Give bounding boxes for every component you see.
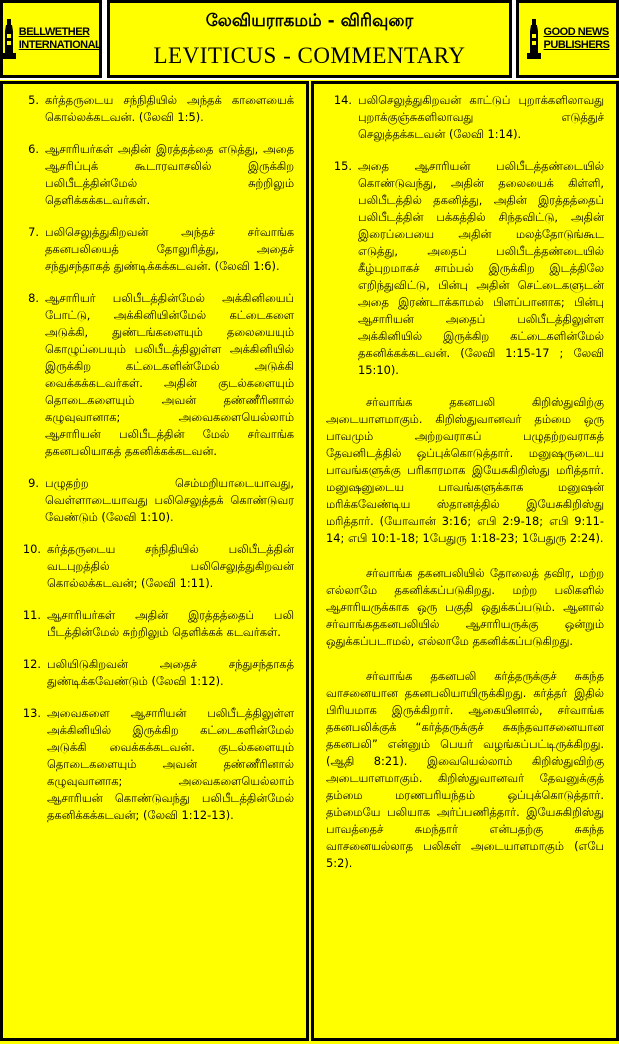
list-item xyxy=(326,158,604,379)
list-item xyxy=(326,92,604,143)
item-number: 13. xyxy=(22,706,41,720)
commentary-paragraph: சர்வாங்க தகனபலி கிறிஸ்துவிற்கு அடையாளமாகும். கிறிஸ்துவானவர் தம்மை ஒரு பாவமும் அற்றவராகப் பழுதற்றவராகத் தேவனிடத்தில் ஒப்புக்கொடுத்தார். மனுஷருடைய பாவங்களுக்கு பரிகாரமாக இயேசுகிறிஸ்து மரித்தார். மனுஷனுடைய பாவங்களுக்காக மனுஷன் மரிக்கவேண்டிய ஸ்தானத்தில் இயேசுகிறிஸ்து மரித்தார். (யோவான் 3:16; எபி 2:9-18; எபி 9:11-14; எபி 10:1-18; 1பேதுரு 1:18-23; 1பேதுரு 2:24). xyxy=(326,395,604,545)
logo-line-2: INTERNATIONAL xyxy=(18,39,102,51)
tower-icon xyxy=(526,19,542,59)
bellwether-logo-text xyxy=(19,26,102,52)
item-number: 15. xyxy=(333,159,352,173)
item-number: 14. xyxy=(333,93,352,107)
item-text: ஆசாரியர்கள் அதின் இரத்தத்தைப் பலி பீடத்தின்மேல் சுற்றிலும் தெளிக்கக் கடவர்கள். xyxy=(47,608,294,639)
right-column xyxy=(311,81,619,1041)
item-text: பழுதற்ற செம்மறியாடையாவது, வெள்ளாடையாவது பலிசெலுத்தக் கொண்டுவர வேண்டும் (லேவி 1:10). xyxy=(45,476,294,524)
list-item xyxy=(15,705,294,824)
header xyxy=(0,0,619,80)
item-number: 9. xyxy=(28,476,39,490)
item-text: பலிசெலுத்துகிறவன் காட்டுப் புறாக்களிலாவது புறாக்குஞ்சுகளிலாவது எடுத்துச் செலுத்தக்கடவன் (லேவி 1:14). xyxy=(358,93,604,141)
logo-line-2: PUBLISHERS xyxy=(543,39,610,51)
list-item xyxy=(15,92,294,126)
list-item xyxy=(15,541,294,592)
item-number: 12. xyxy=(22,657,41,671)
list-item xyxy=(15,290,294,460)
left-column xyxy=(0,81,309,1041)
title-box xyxy=(107,0,512,78)
tower-icon xyxy=(1,19,17,59)
item-text: ஆசாரியர் பலிபீடத்தின்மேல் அக்கினியைப் போட்டு, அக்கினியின்மேல் கட்டைகளை அடுக்கி, துண்டங்களையும் தலையையும் கொழுப்பையும் பலிபீடத்திலுள்ள அக்கினியில் இருக்கிற கட்டைகளின்மேல் அடுக்கி வைக்கக்கடவர்கள். அதின் குடல்களையும் தொடைகளையும் அவன் தண்ணீரினால் கழுவுவானாக; அவைகளையெல்லாம் ஆசாரியன் பலிபீடத்தின் மேல் சர்வாங்க தகனபலியாகத் தகனிக்கக்கடவன். xyxy=(45,291,294,458)
item-text: பலியிடுகிறவன் அதைச் சந்துசந்தாகத் துண்டிக்கவேண்டும் (லேவி 1:12). xyxy=(47,657,294,688)
item-text: கர்த்தருடைய சந்நிதியில் பலிபீடத்தின் வடபுறத்தில் பலிசெலுத்துகிறவன் கொல்லக்கடவன்; (லேவி 1:11). xyxy=(47,542,294,590)
commentary-paragraph: சர்வாங்க தகனபலி கர்த்தருக்குச் சுகந்த வாசனையான தகனபலியாயிருக்கிறது. கர்த்தர் இதில் பிரியமாக இருக்கிறார். ஆகையினால், சர்வாங்க தகனபலிக்குக் “கர்த்தருக்குச் சுகந்தவாசனையான தகனபலி” என்னும் பெயர் வழங்கப்பட்டிருக்கிறது. (ஆதி 8:21). இவையெல்லாம் கிறிஸ்துவிற்கு அடையாளமாகும். கிறிஸ்துவானவர் தேவனுக்குத் தம்மை மரணபரியந்தம் ஒப்புக்கொடுத்தார். தம்மையே பலியாக அர்ப்பணித்தார். இயேசுகிறிஸ்து பாவத்தைச் சுமந்தார் என்பதற்கு சுகந்த வாசனையல்லாத பலிகள் அடையாளமாகும் (எபே 5:2). xyxy=(326,669,604,870)
list-item xyxy=(15,607,294,641)
item-text: பலிசெலுத்துகிறவன் அந்தச் சர்வாங்க தகனபலியைத் தோலுரித்து, அதைச் சந்துசந்தாகத் துண்டிக்கக்கடவன். (லேவி 1:6). xyxy=(45,225,294,273)
item-text: அவைகளை ஆசாரியன் பலிபீடத்திலுள்ள அக்கினியில் இருக்கிற கட்டைகளின்மேல் அடுக்கி வைக்கக்கடவன். குடல்களையும் தொடைகளையும் அவன் தண்ணீரினால் கழுவுவானாக; அவைகளையெல்லாம் ஆசாரியன் கொண்டுவந்து பலிபீடத்தின்மேல் தகனிக்கக்கடவன்; (லேவி 1:12-13). xyxy=(47,706,294,822)
item-number: 6. xyxy=(28,142,39,156)
item-number: 7. xyxy=(28,225,39,239)
logo-line-1: GOOD NEWS xyxy=(543,26,609,38)
bellwether-logo xyxy=(7,13,102,65)
title-english: LEVITICUS - COMMENTARY xyxy=(153,43,466,68)
good-news-logo xyxy=(523,13,612,65)
item-text: ஆசாரியர்கள் அதின் இரத்தத்தை எடுத்து, அதை ஆசரிப்புக் கூடாரவாசலில் இருக்கிற பலிபீடத்தின்மேல் சுற்றிலும் தெளிக்கக்கடவர்கள். xyxy=(45,142,294,207)
list-item xyxy=(15,475,294,526)
item-number: 11. xyxy=(22,608,41,622)
item-text: கர்த்தருடைய சந்நிதியில் அந்தக் காளையைக் கொல்லக்கடவன். (லேவி 1:5). xyxy=(45,93,294,124)
good-news-logo-text xyxy=(544,26,610,52)
commentary-paragraph: சர்வாங்க தகனபலியில் தோலைத் தவிர, மற்ற எல்லாமே தகனிக்கப்படுகிறது. மற்ற பலிகளில் ஆசாரியருக்காக ஒரு பகுதி ஒதுக்கப்படும். ஆனால் சர்வாங்கதகனபலியில் ஆசாரியருக்கு ஒன்றும் ஒதுக்கப்படாமல், எல்லாமே தகனிக்கப்படுகிறது. xyxy=(326,566,604,648)
title-tamil: லேவியராகமம் - விரிவுரை xyxy=(205,11,414,31)
list-item xyxy=(15,141,294,209)
left-logo-box xyxy=(0,0,102,78)
right-logo-box xyxy=(516,0,619,78)
list-item xyxy=(15,224,294,275)
item-text: அதை ஆசாரியன் பலிபீடத்தண்டையில் கொண்டுவந்து, அதின் தலையைக் கிள்ளி, பலிபீடத்தில் தகனித்து, அதின் இரத்தத்தைப் பலிபீடத்தின் பக்கத்தில் சிந்தவிட்டு, அதின் இரைப்பையை அதின் மலத்தோடுங்கூட எடுத்து, அதைப் பலிபீடத்தண்டையில் கீழ்புறமாகச் சாம்பல் இருக்கிற இடத்திலே எறிந்துவிட்டு, பின்பு அதின் செட்டைகளுடன் அதை இரண்டாக்காமல் பிளப்பானாக; பின்பு ஆசாரியன் அதைப் பலிபீடத்திலுள்ள அக்கினியில் இருக்கிற கட்டைகளின்மேல் தகனிக்கக்கடவன். (லேவி 1:15-17 ; லேவி 15:10). xyxy=(358,159,604,377)
logo-line-1: BELLWETHER xyxy=(18,26,90,38)
list-item xyxy=(15,656,294,690)
item-number: 5. xyxy=(28,93,39,107)
item-number: 8. xyxy=(28,291,39,305)
item-number: 10. xyxy=(22,542,41,556)
